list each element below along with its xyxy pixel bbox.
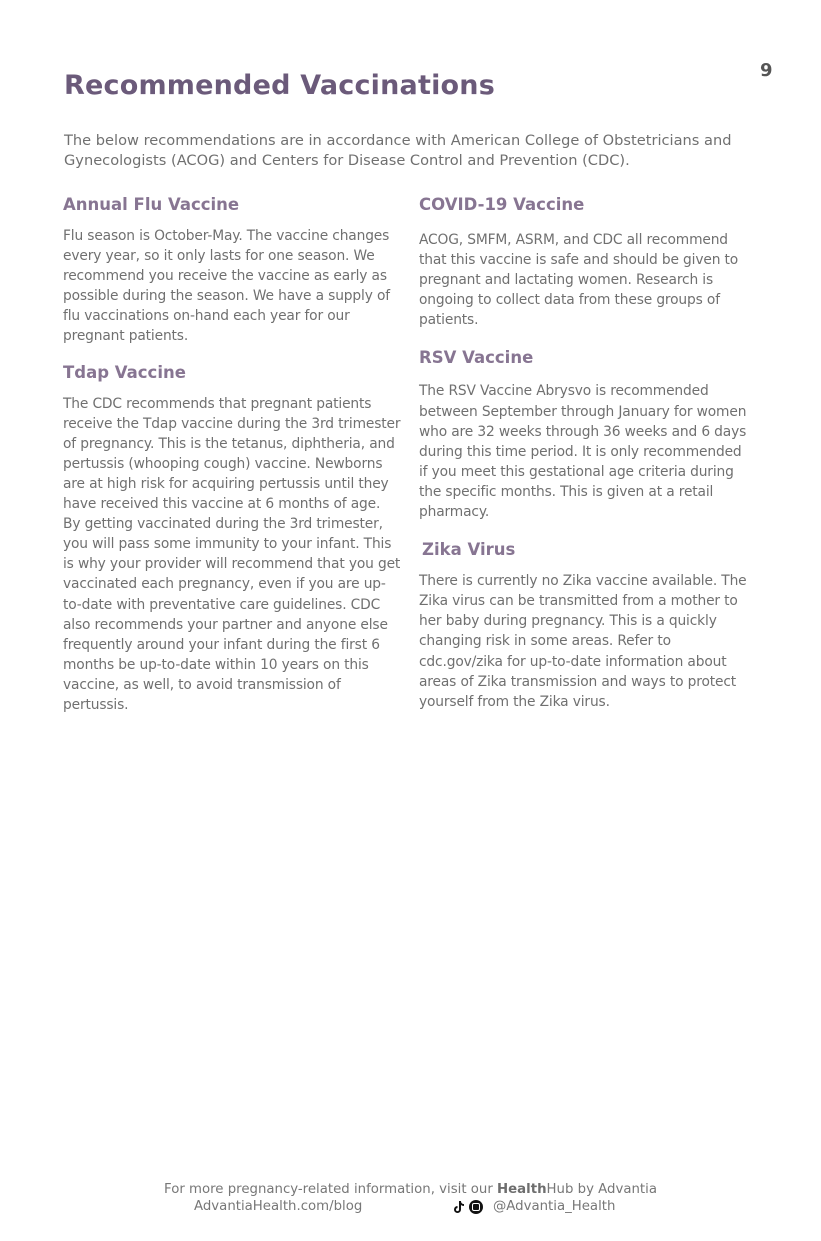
rsv-body: The RSV Vaccine Abrysvo is recommended between September through January for women who are 32 weeks through 36 weeks and 6 days during this time period. It is only recommended if you meet this gestational age criteria during the specific months. This is given at a retail pharmacy. bbox=[419, 383, 747, 521]
social-links bbox=[451, 1199, 615, 1214]
zika-heading: Zika Virus bbox=[422, 540, 516, 560]
footer bbox=[0, 1182, 821, 1221]
healthhub-brand-bold: Health bbox=[497, 1182, 547, 1197]
tiktok-icon[interactable] bbox=[451, 1200, 465, 1214]
covid-heading: COVID-19 Vaccine bbox=[419, 195, 585, 214]
footer-links bbox=[0, 1199, 821, 1221]
right-column bbox=[419, 195, 749, 712]
covid-body: ACOG, SMFM, ASRM, and CDC all recommend that this vaccine is safe and should be given to pregnant and lactating women. Research is ongoing to collect data from these groups of patients. bbox=[419, 232, 739, 329]
rsv-heading: RSV Vaccine bbox=[419, 348, 534, 368]
flu-heading: Annual Flu Vaccine bbox=[63, 195, 240, 214]
page-number: 9 bbox=[760, 60, 773, 81]
zika-section bbox=[419, 540, 749, 712]
page-title: Recommended Vaccinations bbox=[64, 70, 495, 101]
covid-section bbox=[419, 195, 749, 330]
tdap-section bbox=[63, 363, 403, 716]
rsv-section bbox=[419, 348, 749, 522]
tdap-body-2: By getting vaccinated during the 3rd trimester, you will pass some immunity to your infant. This is why your provider will recommend that you get vaccinated each pregnancy, even if you are up-to-date with preventative care guidelines. CDC also recommends your partner and anyone else frequently around your infant during the first 6 months be up-to-date within 10 years on this vaccine, as well, to avoid transmission of pertussis. bbox=[63, 516, 401, 713]
tdap-heading: Tdap Vaccine bbox=[63, 362, 186, 382]
intro-paragraph: The below recommendations are in accordance with American College of Obstetricians and Gynecologists (ACOG) and Centers for Disease Control and Prevention (CDC). bbox=[64, 132, 732, 169]
healthhub-brand-rest: Hub by Advantia bbox=[546, 1182, 657, 1197]
footer-tagline-prefix: For more pregnancy-related information, visit our bbox=[164, 1182, 498, 1197]
left-column bbox=[63, 195, 403, 715]
social-handle[interactable]: @Advantia_Health bbox=[493, 1199, 616, 1214]
flu-section bbox=[63, 195, 403, 347]
tdap-body-1: The CDC recommends that pregnant patients receive the Tdap vaccine during the 3rd trimester of pregnancy. This is the tetanus, diphtheria, and pertussis (whooping cough) vaccine. Newborns are at high risk for acquiring pertussis until they have received this vaccine at 6 months of age. bbox=[63, 395, 401, 513]
footer-tagline bbox=[0, 1182, 821, 1197]
flu-body: Flu season is October-May. The vaccine changes every year, so it only lasts for one season. We recommend you receive the vaccine as early as possible during the season. We have a supply of flu vaccinations on-hand each year for our pregnant patients. bbox=[63, 228, 390, 345]
zika-body: There is currently no Zika vaccine available. The Zika virus can be transmitted from a mother to her baby during pregnancy. This is a quickly changing risk in some areas. Refer to cdc.gov/zika for up-to-date information about areas of Zika transmission and ways to protect yourself from the Zika virus. bbox=[419, 573, 747, 710]
instagram-icon[interactable] bbox=[469, 1200, 483, 1214]
blog-link[interactable]: AdvantiaHealth.com/blog bbox=[194, 1199, 363, 1214]
